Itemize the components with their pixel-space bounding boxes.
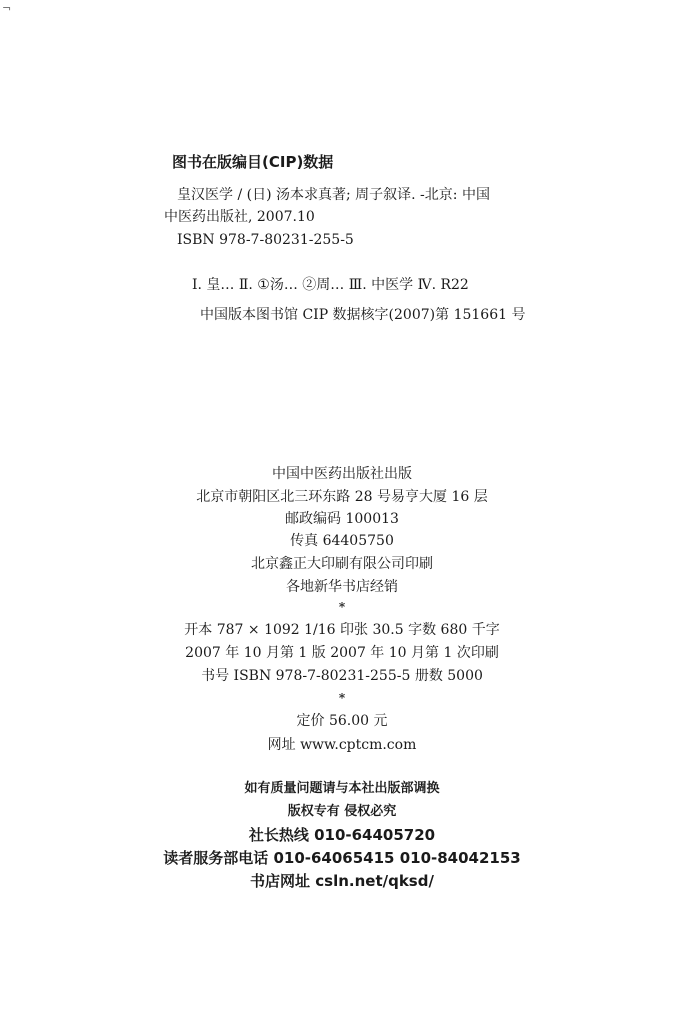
cip-title: 图书在版编目(CIP)数据 xyxy=(172,153,334,171)
edition-info: 2007 年 10 月第 1 版 2007 年 10 月第 1 次印刷 xyxy=(185,645,499,661)
quality-notice: 如有质量问题请与本社出版部调换 xyxy=(244,781,440,796)
price: 定价 56.00 元 xyxy=(296,713,388,729)
hotline: 社长热线 010-64405720 xyxy=(248,826,436,844)
copyright-notice: 版权专有 侵权必究 xyxy=(287,804,397,819)
printer: 北京鑫正大印刷有限公司印刷 xyxy=(251,556,433,572)
separator-star-1: * xyxy=(338,600,346,614)
publisher-name: 中国中医药出版社出版 xyxy=(272,466,412,482)
bookstore-website: 书店网址 csln.net/qksd/ xyxy=(250,872,434,890)
cip-line-1: 皇汉医学 / (日) 汤本求真著; 周子叙译. -北京: 中国 xyxy=(177,187,490,203)
cip-classification: Ⅰ. 皇… Ⅱ. ①汤… ②周… Ⅲ. 中医学 Ⅳ. R22 xyxy=(192,277,469,293)
website: 网址 www.cptcm.com xyxy=(267,737,417,753)
publisher-fax: 传真 64405750 xyxy=(290,533,394,549)
publisher-postcode: 邮政编码 100013 xyxy=(285,511,399,527)
cip-line-2: 中医药出版社, 2007.10 xyxy=(164,209,315,225)
publisher-address: 北京市朝阳区北三环东路 28 号易亨大厦 16 层 xyxy=(196,489,488,505)
separator-star-2: * xyxy=(338,691,346,705)
isbn-print-run: 书号 ISBN 978-7-80231-255-5 册数 5000 xyxy=(201,668,483,684)
reader-service-phone: 读者服务部电话 010-64065415 010-84042153 xyxy=(163,849,521,867)
cip-isbn: ISBN 978-7-80231-255-5 xyxy=(177,232,354,248)
corner-mark: ¬ xyxy=(2,2,12,15)
format-specs: 开本 787 × 1092 1/16 印张 30.5 字数 680 千字 xyxy=(184,622,500,638)
cip-record-number: 中国版本图书馆 CIP 数据核字(2007)第 151661 号 xyxy=(200,307,526,323)
distributor: 各地新华书店经销 xyxy=(286,579,398,595)
